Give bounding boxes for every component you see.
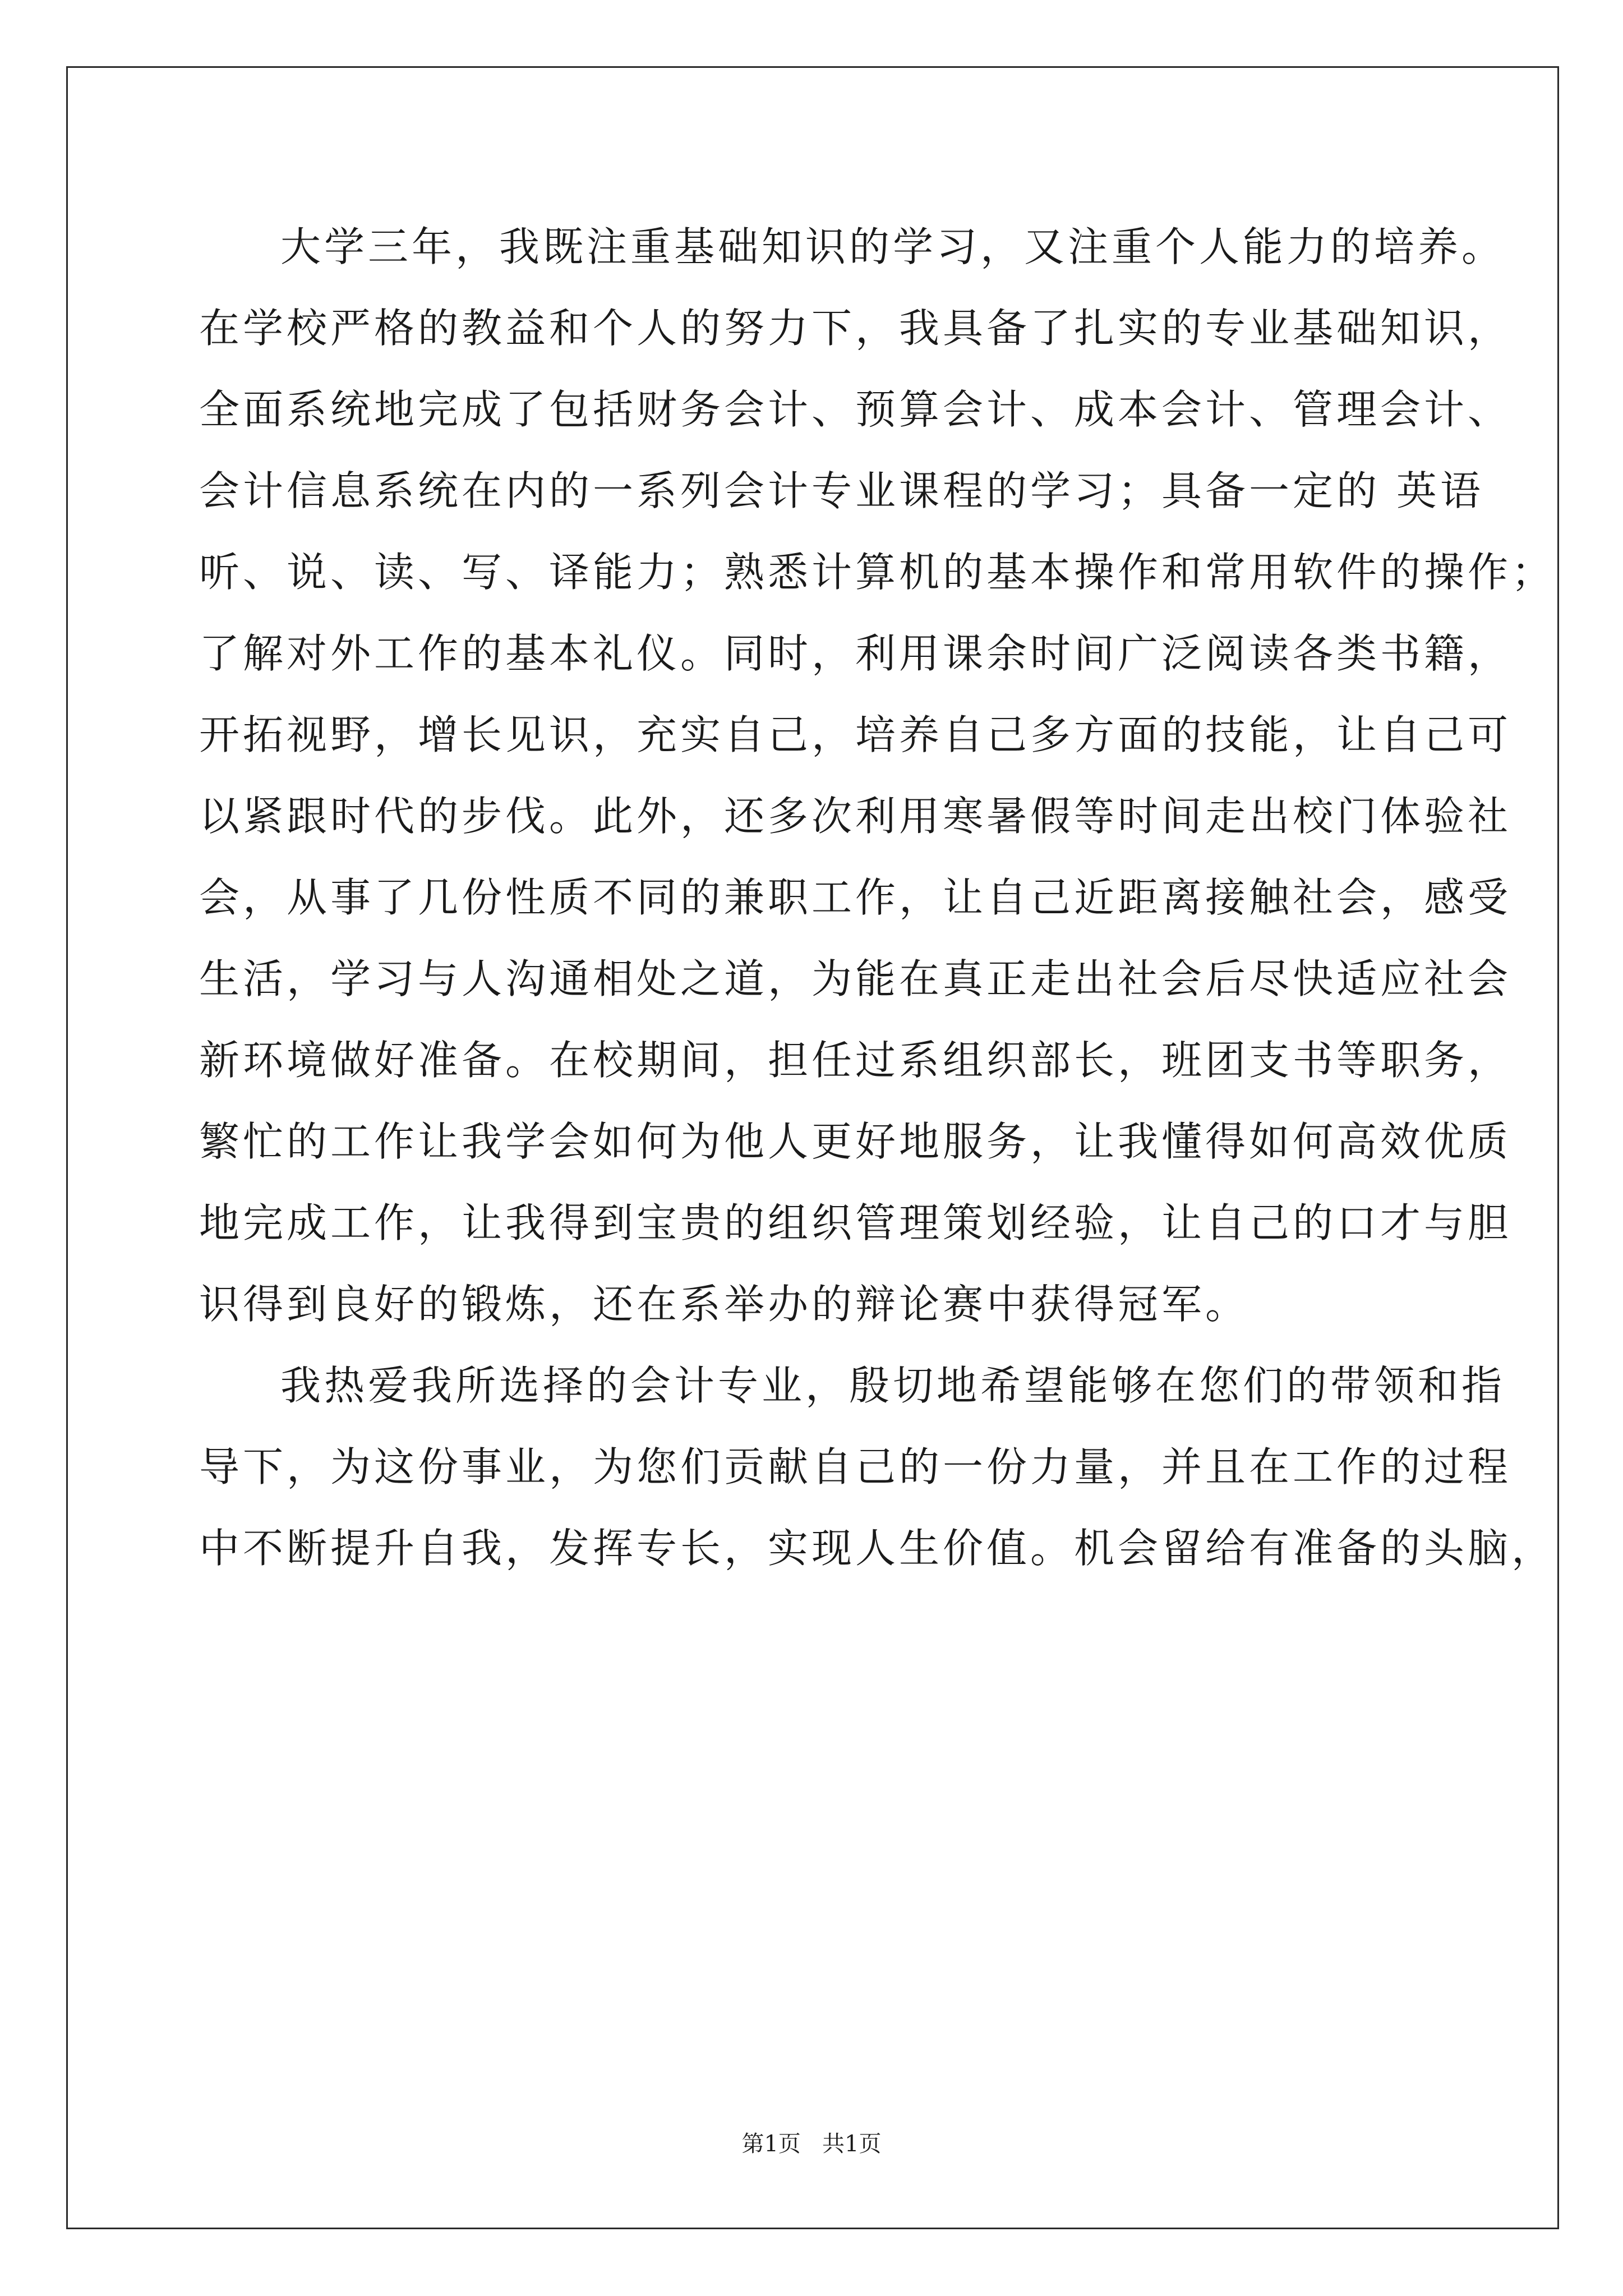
paragraph-1-line-3: 全面系统地完成了包括财务会计、预算会计、成本会计、管理会计、 — [199, 386, 1512, 433]
paragraph-2-line-2: 导下，为这份事业，为您们贡献自己的一份力量，并且在工作的过程 — [199, 1443, 1512, 1490]
paragraph-1-line-5: 听、说、读、写、译能力；熟悉计算机的基本操作和常用软件的操作； — [199, 549, 1556, 596]
paragraph-1-line-6: 了解对外工作的基本礼仪。同时，利用课余时间广泛阅读各类书籍， — [199, 630, 1512, 677]
page-footer: 第1页 共1页 — [741, 2131, 882, 2157]
paragraph-1-line-7: 开拓视野，增长见识，充实自己，培养自己多方面的技能，让自己可 — [199, 711, 1512, 758]
paragraph-1-line-1: 大学三年，我既注重基础知识的学习，又注重个人能力的培养。 — [280, 223, 1506, 270]
paragraph-1-line-10: 生活，学习与人沟通相处之道，为能在真正走出社会后尽快适应社会 — [199, 955, 1512, 1002]
paragraph-1-line-13: 地完成工作，让我得到宝贵的组织管理策划经验，让自己的口才与胆 — [199, 1199, 1512, 1246]
paragraph-2-line-3: 中不断提升自我，发挥专长，实现人生价值。机会留给有准备的头脑， — [199, 1525, 1556, 1572]
paragraph-1-line-12: 繁忙的工作让我学会如何为他人更好地服务，让我懂得如何高效优质 — [199, 1118, 1512, 1165]
paragraph-2-line-1: 我热爱我所选择的会计专业，殷切地希望能够在您们的带领和指 — [280, 1362, 1506, 1409]
paragraph-1-line-11: 新环境做好准备。在校期间，担任过系组织部长，班团支书等职务， — [199, 1037, 1512, 1084]
paragraph-1-line-4: 会计信息系统在内的一系列会计专业课程的学习；具备一定的 英语 — [199, 467, 1484, 514]
paragraph-1-line-2: 在学校严格的教益和个人的努力下，我具备了扎实的专业基础知识， — [199, 305, 1512, 352]
paragraph-1-line-8: 以紧跟时代的步伐。此外，还多次利用寒暑假等时间走出校门体验社 — [199, 793, 1512, 840]
paragraph-1-line-14: 识得到良好的锻炼，还在系举办的辩论赛中获得冠军。 — [199, 1281, 1249, 1328]
paragraph-1-line-9: 会，从事了几份性质不同的兼职工作，让自己近距离接触社会，感受 — [199, 874, 1512, 921]
